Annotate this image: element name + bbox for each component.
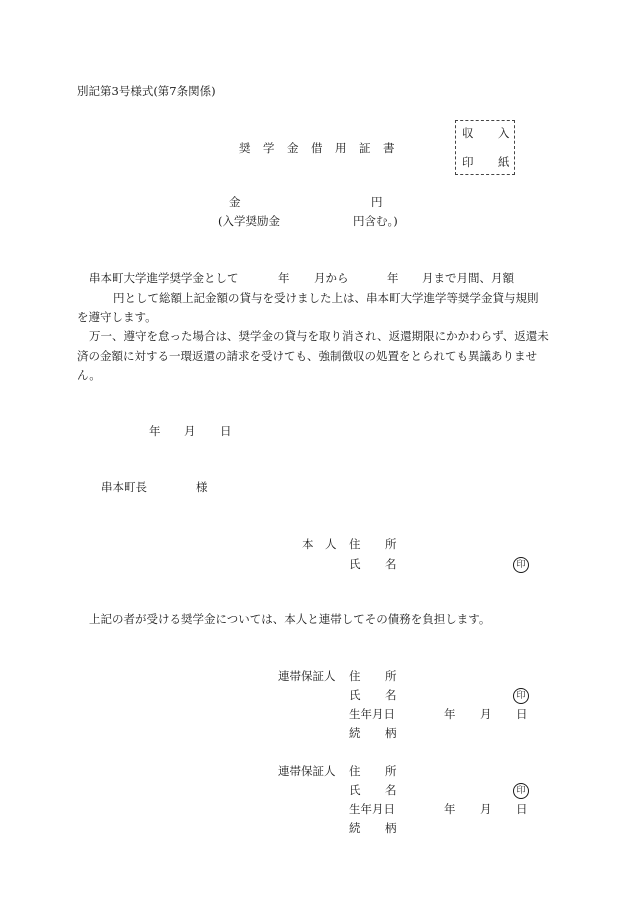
title-char-5: 用	[335, 141, 347, 155]
body-p2: 万一、遵守を怠った場合は、奨学金の貸与を取り消され、返還期限にかかわらず、返還未済の金額に対する一環返還の請求を受けても、強制徴収の処置をとられても異議ありません。	[77, 329, 549, 382]
guarantor2-relation-2: 柄	[385, 821, 397, 835]
principal-name-2: 名	[385, 557, 397, 571]
guarantor2-name-2: 名	[385, 783, 397, 797]
title-char-3: 金	[287, 141, 299, 155]
date-day: 日	[220, 424, 232, 438]
body-p1-intro: 串本町大学進学奨学金として	[89, 271, 239, 285]
body-p1-month-to: 月まで月間、月額	[422, 271, 514, 285]
guarantor2-seal-mark: 印	[513, 783, 529, 799]
guarantor2-birth-month: 月	[480, 802, 492, 816]
addressee-honorific: 様	[196, 480, 208, 494]
guarantor1-birth-year: 年	[444, 707, 456, 721]
principal-address-2: 所	[385, 537, 397, 551]
guarantor2-role: 連帯保証人	[278, 764, 336, 778]
stamp-char-in: 印	[462, 155, 474, 169]
guarantor1-relation-2: 柄	[385, 726, 397, 740]
amount-unit: 円	[371, 195, 383, 209]
title-char-4: 借	[311, 141, 323, 155]
revenue-stamp-box	[455, 120, 515, 175]
guarantor2-birth-day: 日	[516, 802, 528, 816]
principal-address-1: 住	[349, 537, 361, 551]
guarantor1-birth-day: 日	[516, 707, 528, 721]
guarantor2-address-1: 住	[349, 764, 361, 778]
title-char-7: 書	[383, 141, 395, 155]
principal-name-1: 氏	[349, 557, 361, 571]
body-p1-year-1: 年	[278, 271, 290, 285]
guarantor2-address-2: 所	[385, 764, 397, 778]
body-p1-month-from: 月から	[314, 271, 349, 285]
principal-seal-mark: 印	[513, 557, 529, 573]
guarantor2-name-1: 氏	[349, 783, 361, 797]
guarantor1-seal-mark: 印	[513, 688, 529, 704]
stamp-char-shi: 紙	[498, 155, 510, 169]
amount-label: 金	[229, 195, 241, 209]
body-p1-year-2: 年	[387, 271, 399, 285]
form-reference: 別記第3号様式(第7条関係)	[77, 84, 216, 98]
guarantor1-address-2: 所	[385, 669, 397, 683]
guarantee-statement: 上記の者が受ける奨学金については、本人と連帯してその債務を負担します。	[89, 612, 491, 626]
guarantor1-address-1: 住	[349, 669, 361, 683]
guarantor2-relation-1: 続	[349, 821, 361, 835]
body-p1-line3: を遵守します。	[77, 310, 157, 324]
principal-role-2: 人	[325, 537, 337, 551]
title-char-6: 証	[359, 141, 371, 155]
date-year: 年	[149, 424, 161, 438]
guarantor1-name-2: 名	[385, 688, 397, 702]
amount-note-open: (入学奨励金	[218, 214, 280, 228]
guarantor1-relation-1: 続	[349, 726, 361, 740]
amount-note-close: 円含む。)	[353, 214, 398, 228]
guarantor1-birth-label: 生年月日	[349, 707, 395, 721]
guarantor1-name-1: 氏	[349, 688, 361, 702]
addressee-name: 串本町長	[101, 480, 147, 494]
body-p1-line2: 円として総額上記金額の貸与を受けました上は、串本町大学進学等奨学金貸与規則	[113, 291, 539, 305]
title-char-1: 奨	[239, 141, 251, 155]
title-char-2: 学	[263, 141, 275, 155]
guarantor2-birth-year: 年	[444, 802, 456, 816]
guarantor2-birth-label: 生年月日	[349, 802, 395, 816]
stamp-char-shu: 収	[462, 126, 474, 140]
stamp-char-nyu: 入	[498, 126, 510, 140]
principal-role-1: 本	[302, 537, 314, 551]
guarantor1-birth-month: 月	[480, 707, 492, 721]
guarantor1-role: 連帯保証人	[278, 669, 336, 683]
date-month: 月	[184, 424, 196, 438]
